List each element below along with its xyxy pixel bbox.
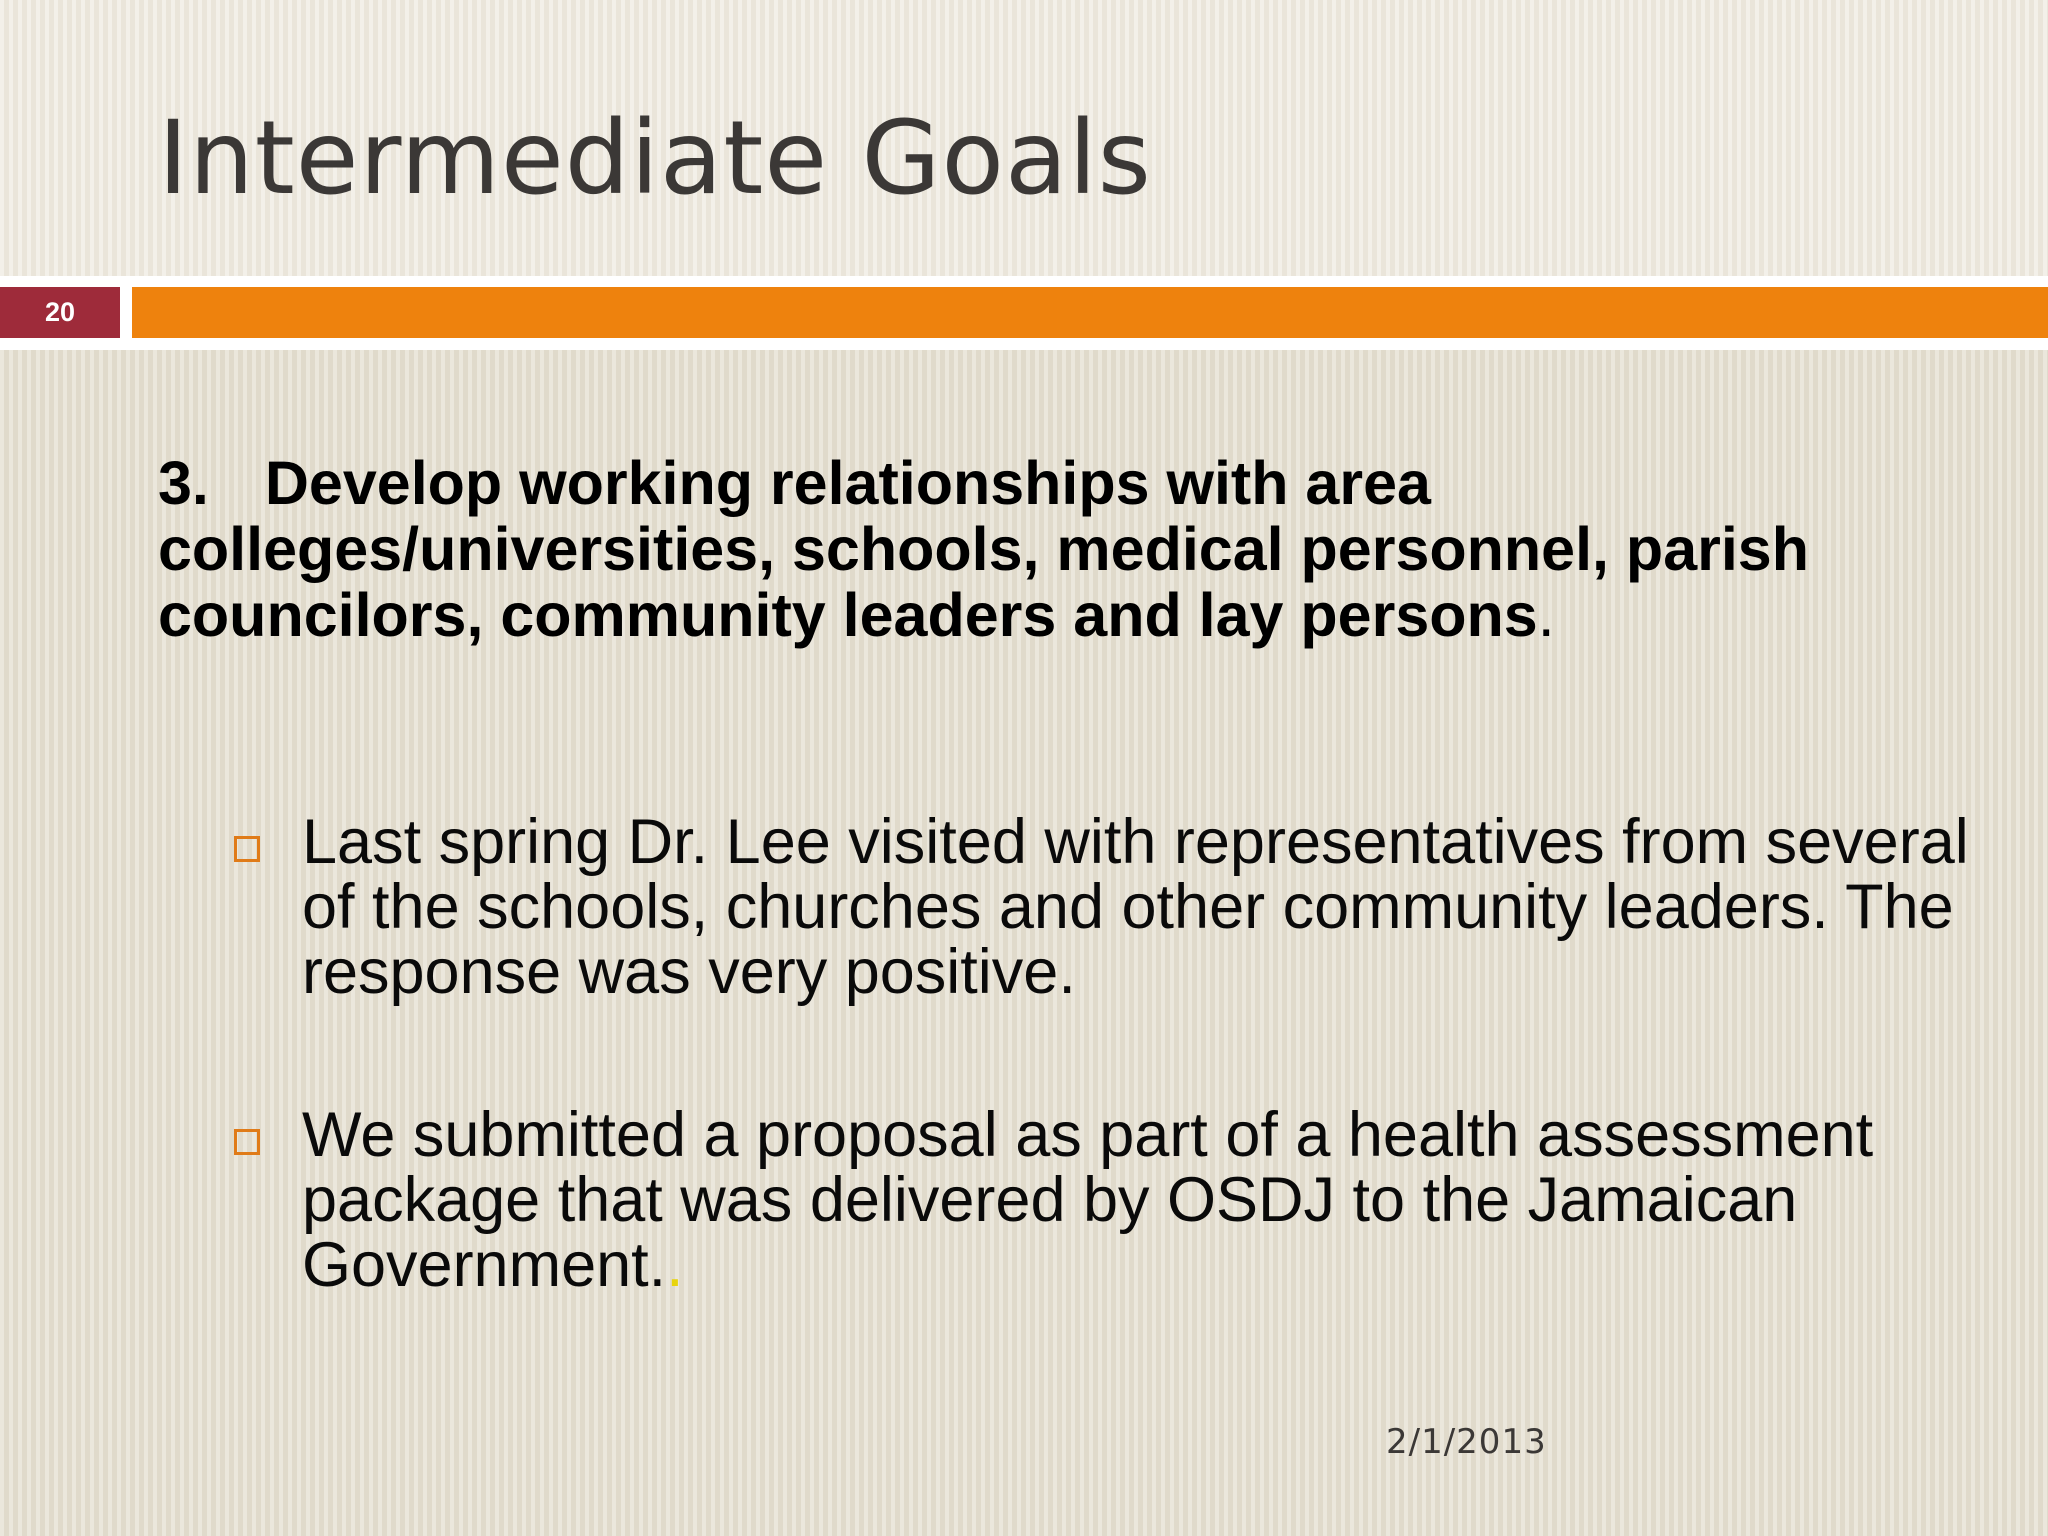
- slide-number-badge: 20: [0, 287, 120, 338]
- accent-bar: [132, 287, 2048, 338]
- bullet-text: [302, 1100, 1873, 1300]
- title-area: [0, 0, 2048, 278]
- bullet-list: [232, 807, 1972, 1396]
- slide-title: Intermediate Goals: [158, 99, 1152, 218]
- square-bullet-icon: [234, 836, 260, 862]
- goal-heading: [158, 450, 1978, 648]
- goal-heading-text: Develop working relationships with area colleges/universities, schools, medical personnel, parish councilors, community leaders and lay persons: [158, 449, 1809, 649]
- square-bullet-icon: [234, 1129, 260, 1155]
- bullet-text-main: We submitted a proposal as part of a health assessment package that was delivered by OSDJ to the Jamaican Government.: [302, 1100, 1874, 1300]
- goal-number: 3.: [158, 449, 209, 517]
- bullet-item: [232, 1100, 1972, 1300]
- goal-heading-period: .: [1537, 581, 1555, 649]
- bullet-text: Last spring Dr. Lee visited with representatives from several of the schools, churches and other community leaders. The response was very positive.: [302, 807, 1969, 1007]
- bullet-item: [232, 807, 1972, 1007]
- slide-date: 2/1/2013: [1386, 1422, 1547, 1462]
- bullet-trailing-period: .: [666, 1230, 684, 1300]
